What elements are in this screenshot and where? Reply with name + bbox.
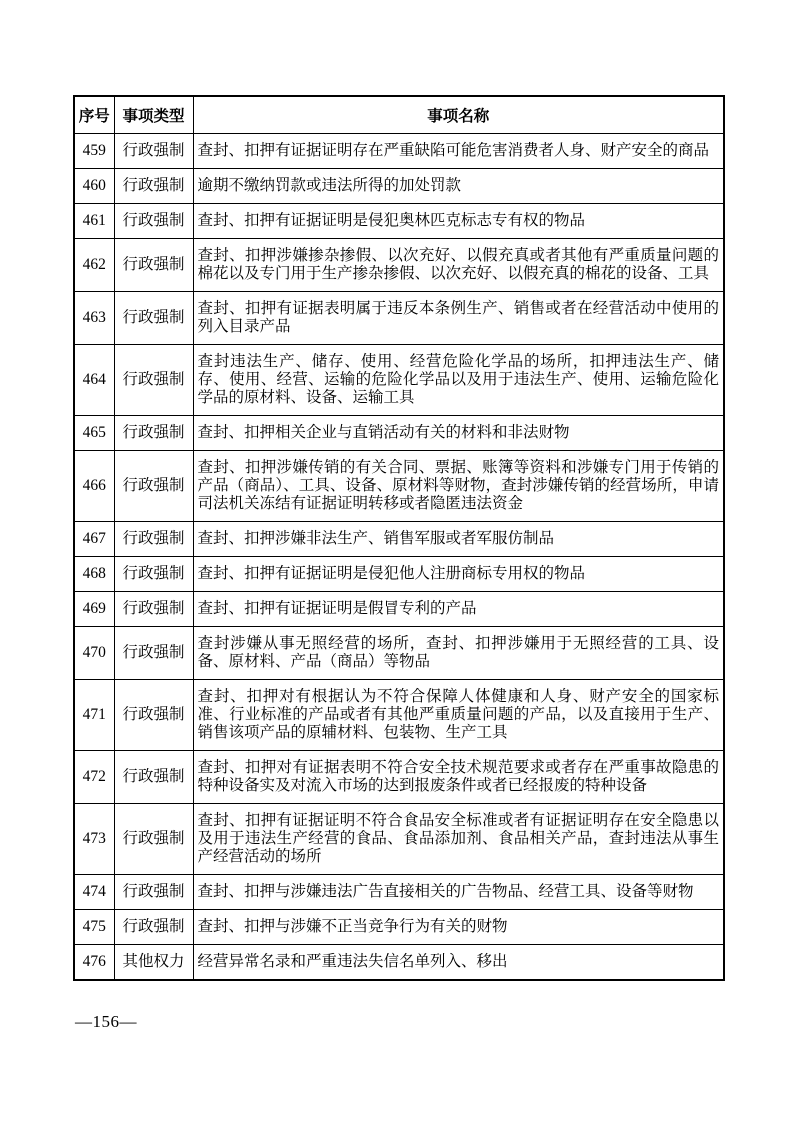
table-row [74, 874, 724, 909]
row-id-cell: 466 [74, 450, 114, 521]
page-number: —156— [75, 1012, 137, 1031]
row-id-cell: 463 [74, 291, 114, 344]
header-cell-id: 序号 [74, 96, 114, 133]
row-id-cell: 465 [74, 415, 114, 450]
table-row [74, 344, 724, 415]
row-name-cell: 经营异常名录和严重违法失信名单列入、移出 [193, 944, 724, 980]
table-header [74, 96, 724, 133]
table-row [74, 521, 724, 556]
row-id-cell: 469 [74, 591, 114, 626]
items-table [73, 95, 725, 981]
row-type-cell: 行政强制 [114, 591, 193, 626]
row-name-cell: 查封、扣押对有证据表明不符合安全技术规范要求或者存在严重事故隐患的特种设备实及对流入市场的达到报废条件或者已经报废的特种设备 [193, 750, 724, 803]
row-type-cell: 行政强制 [114, 168, 193, 203]
row-name-cell: 查封违法生产、储存、使用、经营危险化学品的场所，扣押违法生产、储存、使用、经营、运输的危险化学品以及用于违法生产、使用、运输危险化学品的原材料、设备、运输工具 [193, 344, 724, 415]
row-id-cell: 462 [74, 238, 114, 291]
table-row [74, 291, 724, 344]
row-name-cell: 查封、扣押对有根据认为不符合保障人体健康和人身、财产安全的国家标准、行业标准的产品或者有其他严重质量问题的产品，以及直接用于生产、销售该项产品的原辅材料、包装物、生产工具 [193, 679, 724, 750]
row-type-cell: 行政强制 [114, 291, 193, 344]
row-name-cell: 查封、扣押涉嫌传销的有关合同、票据、账簿等资料和涉嫌专门用于传销的产品（商品）、工具、设备、原材料等财物，查封涉嫌传销的经营场所，申请司法机关冻结有证据证明转移或者隐匿违法资金 [193, 450, 724, 521]
row-id-cell: 459 [74, 133, 114, 168]
row-name-cell: 逾期不缴纳罚款或违法所得的加处罚款 [193, 168, 724, 203]
row-id-cell: 473 [74, 803, 114, 874]
table-row [74, 450, 724, 521]
row-name-cell: 查封、扣押涉嫌掺杂掺假、以次充好、以假充真或者其他有严重质量问题的棉花以及专门用于生产掺杂掺假、以次充好、以假充真的棉花的设备、工具 [193, 238, 724, 291]
row-id-cell: 475 [74, 909, 114, 944]
row-type-cell: 行政强制 [114, 133, 193, 168]
row-type-cell: 行政强制 [114, 415, 193, 450]
header-row [74, 96, 724, 133]
row-type-cell: 其他权力 [114, 944, 193, 980]
table-row [74, 133, 724, 168]
table-row [74, 803, 724, 874]
row-type-cell: 行政强制 [114, 450, 193, 521]
row-id-cell: 461 [74, 203, 114, 238]
row-type-cell: 行政强制 [114, 874, 193, 909]
table-row [74, 626, 724, 679]
row-id-cell: 472 [74, 750, 114, 803]
table-row [74, 679, 724, 750]
table-row [74, 944, 724, 980]
row-name-cell: 查封、扣押有证据证明是侵犯奥林匹克标志专有权的物品 [193, 203, 724, 238]
row-id-cell: 460 [74, 168, 114, 203]
row-type-cell: 行政强制 [114, 344, 193, 415]
row-name-cell: 查封、扣押有证据证明存在严重缺陷可能危害消费者人身、财产安全的商品 [193, 133, 724, 168]
row-id-cell: 471 [74, 679, 114, 750]
row-name-cell: 查封、扣押与涉嫌违法广告直接相关的广告物品、经营工具、设备等财物 [193, 874, 724, 909]
row-type-cell: 行政强制 [114, 750, 193, 803]
row-type-cell: 行政强制 [114, 679, 193, 750]
row-id-cell: 464 [74, 344, 114, 415]
table-row [74, 203, 724, 238]
row-id-cell: 467 [74, 521, 114, 556]
row-name-cell: 查封、扣押相关企业与直销活动有关的材料和非法财物 [193, 415, 724, 450]
row-type-cell: 行政强制 [114, 556, 193, 591]
row-type-cell: 行政强制 [114, 626, 193, 679]
row-id-cell: 474 [74, 874, 114, 909]
table-row [74, 238, 724, 291]
table-row [74, 750, 724, 803]
row-name-cell: 查封、扣押有证据证明是侵犯他人注册商标专用权的物品 [193, 556, 724, 591]
table-row [74, 168, 724, 203]
row-name-cell: 查封、扣押涉嫌非法生产、销售军服或者军服仿制品 [193, 521, 724, 556]
row-type-cell: 行政强制 [114, 909, 193, 944]
row-type-cell: 行政强制 [114, 203, 193, 238]
row-name-cell: 查封、扣押与涉嫌不正当竞争行为有关的财物 [193, 909, 724, 944]
row-id-cell: 476 [74, 944, 114, 980]
table-row [74, 591, 724, 626]
row-type-cell: 行政强制 [114, 238, 193, 291]
row-name-cell: 查封涉嫌从事无照经营的场所，查封、扣押涉嫌用于无照经营的工具、设备、原材料、产品（商品）等物品 [193, 626, 724, 679]
table-row [74, 556, 724, 591]
row-name-cell: 查封、扣押有证据证明是假冒专利的产品 [193, 591, 724, 626]
row-id-cell: 470 [74, 626, 114, 679]
row-name-cell: 查封、扣押有证据表明属于违反本条例生产、销售或者在经营活动中使用的列入目录产品 [193, 291, 724, 344]
table-row [74, 415, 724, 450]
row-type-cell: 行政强制 [114, 803, 193, 874]
row-type-cell: 行政强制 [114, 521, 193, 556]
row-id-cell: 468 [74, 556, 114, 591]
row-name-cell: 查封、扣押有证据证明不符合食品安全标准或者有证据证明存在安全隐患以及用于违法生产经营的食品、食品添加剂、食品相关产品，查封违法从事生产经营活动的场所 [193, 803, 724, 874]
table-row [74, 909, 724, 944]
header-cell-type: 事项类型 [114, 96, 193, 133]
table-body [74, 133, 724, 980]
header-cell-name: 事项名称 [193, 96, 724, 133]
